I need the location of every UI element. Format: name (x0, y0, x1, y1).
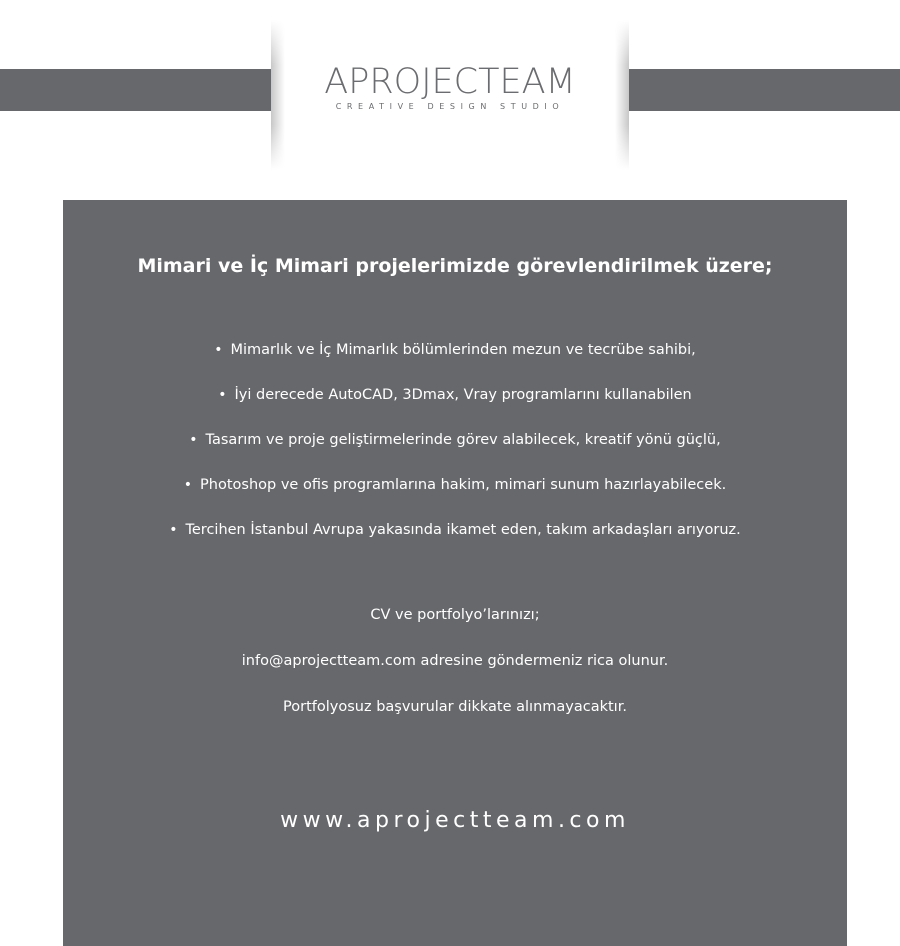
requirement-text: Tercihen İstanbul Avrupa yakasında ikamet eden, takım arkadaşları arıyoruz. (185, 522, 741, 538)
website-url: www.aprojectteam.com (280, 808, 630, 833)
bullet-icon: • (183, 477, 193, 493)
portfolio-notice-line: Portfolyosuz başvurular dikkate alınmayacaktır. (283, 699, 627, 715)
bullet-icon: • (218, 387, 227, 403)
logo (271, 20, 629, 170)
list-item (63, 385, 847, 430)
bullet-icon: • (189, 432, 198, 448)
requirements-list (63, 340, 847, 565)
list-item (63, 430, 847, 475)
header-band-right (629, 69, 900, 111)
requirement-text: Photoshop ve ofis programlarına hakim, mimari sunum hazırlayabilecek. (200, 477, 727, 493)
logo-tagline: CREATIVE DESIGN STUDIO (335, 102, 565, 111)
requirement-text: Mimarlık ve İç Mimarlık bölümlerinden mezun ve tecrübe sahibi, (230, 342, 696, 358)
header-band-left (0, 69, 271, 111)
logo-name: APROJECTEAM (324, 62, 576, 102)
list-item (63, 520, 847, 565)
contact-info (63, 605, 847, 743)
cv-portfolio-line: CV ve portfolyo’larınızı; (370, 607, 540, 623)
headline: Mimari ve İç Mimari projelerimizde görevlendirilmek üzere; (137, 255, 773, 277)
list-item (63, 475, 847, 520)
job-posting-panel (63, 200, 847, 946)
requirement-text: Tasarım ve proje geliştirmelerinde görev alabilecek, kreatif yönü güçlü, (205, 432, 721, 448)
bullet-icon: • (214, 342, 223, 358)
requirement-text: İyi derecede AutoCAD, 3Dmax, Vray programlarını kullanabilen (234, 387, 692, 403)
email-line: info@aprojectteam.com adresine göndermeniz rica olunur. (241, 653, 669, 669)
list-item (63, 340, 847, 385)
bullet-icon: • (169, 522, 178, 538)
